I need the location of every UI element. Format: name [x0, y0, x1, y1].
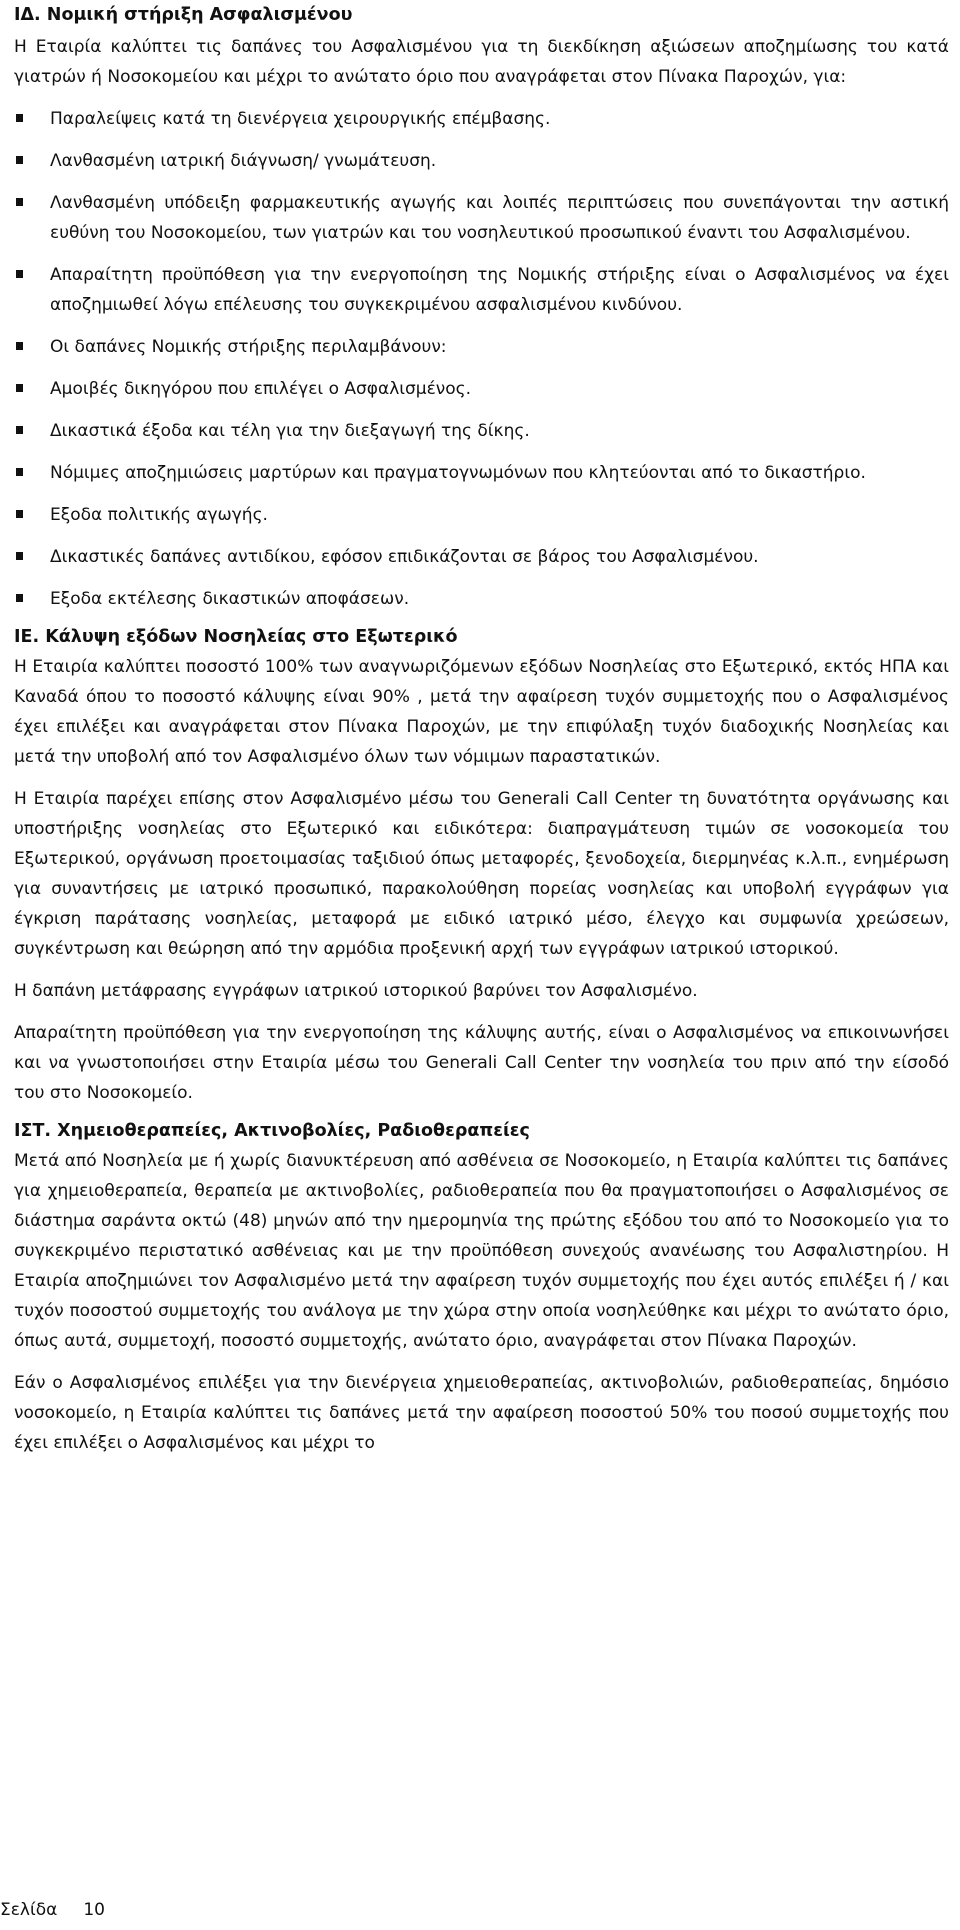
list-item: [14, 374, 949, 404]
section-heading: [14, 626, 949, 648]
list-item: [14, 500, 949, 530]
section-intro: Η Εταιρία καλύπτει τις δαπάνες του Ασφαλισμένου για τη διεκδίκηση αξιώσεων αποζημίωσης του κατά γιατρών ή Νοσοκομείου και μέχρι το ανώτατο όριο που αναγράφεται στον Πίνακα Παροχών, για:: [14, 37, 949, 87]
paragraph: Μετά από Νοσηλεία με ή χωρίς διανυκτέρευση από ασθένεια σε Νοσοκομείο, η Εταιρία καλύπτει τις δαπάνες για χημειοθεραπεία, θεραπεία με ακτινοβολίες, ραδιοθεραπεία που θα πραγματοποιήσει ο Ασφαλισμένος σε διάστημα σαράντα οκτώ (48) μηνών από την ημερομηνία της πρώτης εξόδου του από το Νοσοκομείο για το συγκεκριμένο περιστατικό ασθένειας και με την προϋπόθεση συνεχούς ανανέωσης του Ασφαλιστηρίου. Η Εταιρία αποζημιώνει τον Ασφαλισμένο μετά την αφαίρεση τυχόν συμμετοχής που έχει αυτός επιλέξει ή / και τυχόν ποσοστού συμμετοχής του ανάλογα με την χώρα στην οποία νοσηλεύθηκε και μέχρι το ανώτατο όριο, όπως αυτά, συμμετοχή, ποσοστό συμμετοχής, ανώτατο όριο, αναγράφεται στον Πίνακα Παροχών.: [14, 1151, 949, 1351]
section-abroad-hospitalization: [14, 626, 949, 1108]
bullet-icon: [16, 594, 23, 602]
list-item-text: Οι δαπάνες Νομικής στήριξης περιλαμβάνουν:: [50, 337, 447, 357]
section-number: ΙΣΤ.: [14, 1121, 52, 1141]
paragraph: Απαραίτητη προϋπόθεση για την ενεργοποίηση της κάλυψης αυτής, είναι ο Ασφαλισμένος να επικοινωνήσει και να γνωστοποιήσει στην Εταιρία μέσω του Generali Call Center την νοσηλεία του πριν από την είσοδό του στο Νοσοκομείο.: [14, 1023, 949, 1103]
section-title: Νομική στήριξη Ασφαλισμένου: [46, 5, 353, 25]
bullet-icon: [16, 270, 23, 278]
section-number: ΙΔ.: [14, 5, 41, 25]
list-item: [14, 458, 949, 488]
bullet-icon: [16, 198, 23, 206]
section-heading: [14, 4, 949, 26]
list-item-text: Απαραίτητη προϋπόθεση για την ενεργοποίηση της Νομικής στήριξης είναι ο Ασφαλισμένος να έχει αποζημιωθεί λόγω επέλευσης του συγκεκριμένου ασφαλισμένου κινδύνου.: [50, 265, 949, 315]
list-item-text: Δικαστικά έξοδα και τέλη για την διεξαγωγή της δίκης.: [50, 421, 530, 441]
section-legal-support: [14, 4, 949, 614]
list-item: [14, 416, 949, 446]
section-number: ΙΕ.: [14, 627, 40, 647]
list-item: [14, 188, 949, 248]
list-item-text: Παραλείψεις κατά τη διενέργεια χειρουργικής επέμβασης.: [50, 109, 551, 129]
section-chemotherapy: [14, 1120, 949, 1458]
bullet-icon: [16, 510, 23, 518]
paragraph: Η Εταιρία παρέχει επίσης στον Ασφαλισμένο μέσω του Generali Call Center τη δυνατότητα οργάνωσης και υποστήριξης νοσηλείας στο Εξωτερικό και ειδικότερα: διαπραγμάτευση τιμών σε νοσοκομεία του Εξωτερικού, οργάνωση προετοιμασίας ταξιδιού όπως μεταφορές, ξενοδοχεία, διερμηνέας κ.λ.π., ενημέρωση για συναντήσεις με ιατρικό προσωπικό, παρακολούθηση πορείας νοσηλείας και υποβολή εγγράφων για έγκριση παράτασης νοσηλείας, μεταφορά με ειδικό ιατρικό μέσο, έλεγχο και συμφωνία χρεώσεων, συγκέντρωση και θεώρηση από την αρμόδια προξενική αρχή των εγγράφων ιατρικού ιστορικού.: [14, 789, 949, 959]
bullet-icon: [16, 156, 23, 164]
bullet-icon: [16, 342, 23, 350]
paragraph: Η Εταιρία καλύπτει ποσοστό 100% των αναγνωριζόμενων εξόδων Νοσηλείας στο Εξωτερικό, εκτός ΗΠΑ και Καναδά όπου το ποσοστό κάλυψης είναι 90% , μετά την αφαίρεση τυχόν συμμετοχής που ο Ασφαλισμένος έχει επιλέξει και αναγράφεται στον Πίνακα Παροχών, με την επιφύλαξη τυχόν διαδοχικής Νοσηλείας και μετά την υποβολή από τον Ασφαλισμένο όλων των νόμιμων παραστατικών.: [14, 657, 949, 767]
bullet-icon: [16, 552, 23, 560]
paragraph: Η δαπάνη μετάφρασης εγγράφων ιατρικού ιστορικού βαρύνει τον Ασφαλισμένο.: [14, 981, 698, 1001]
list-item: [14, 542, 949, 572]
list-item-text: Εξοδα εκτέλεσης δικαστικών αποφάσεων.: [50, 589, 410, 609]
list-item: [14, 146, 949, 176]
bullet-icon: [16, 114, 23, 122]
list-item-text: Εξοδα πολιτικής αγωγής.: [50, 505, 268, 525]
list-item: [14, 104, 949, 134]
list-item: [14, 584, 949, 614]
bullet-icon: [16, 384, 23, 392]
bullet-icon: [16, 468, 23, 476]
list-item-text: Λανθασμένη υπόδειξη φαρμακευτικής αγωγής και λοιπές περιπτώσεις που συνεπάγονται την αστική ευθύνη του Νοσοκομείου, των γιατρών και του νοσηλευτικού προσωπικού έναντι του Ασφαλισμένου.: [50, 193, 949, 243]
list-item-text: Νόμιμες αποζημιώσεις μαρτύρων και πραγματογνωμόνων που κλητεύονται από το δικαστήριο.: [50, 463, 866, 483]
list-item: [14, 260, 949, 320]
section-title: Χημειοθεραπείες, Ακτινοβολίες, Ραδιοθεραπείες: [57, 1121, 530, 1141]
document-page: [14, 0, 949, 1458]
bullet-list: [14, 104, 949, 614]
section-title: Κάλυψη εξόδων Νοσηλείας στο Εξωτερικό: [45, 627, 458, 647]
list-item: [14, 332, 949, 362]
list-item-text: Δικαστικές δαπάνες αντιδίκου, εφόσον επιδικάζονται σε βάρος του Ασφαλισμένου.: [50, 547, 759, 567]
list-item-text: Λανθασμένη ιατρική διάγνωση/ γνωμάτευση.: [50, 151, 437, 171]
paragraph: Εάν ο Ασφαλισμένος επιλέξει για την διενέργεια χημειοθεραπείας, ακτινοβολιών, ραδιοθεραπείας, δημόσιο νοσοκομείο, η Εταιρία καλύπτει τις δαπάνες μετά την αφαίρεση ποσοστού 50% του ποσού συμμετοχής που έχει επιλέξει ο Ασφαλισμένος και μέχρι το: [14, 1373, 949, 1453]
page-label: Σελίδα: [0, 1900, 58, 1920]
section-heading: [14, 1120, 949, 1142]
list-item-text: Αμοιβές δικηγόρου που επιλέγει ο Ασφαλισμένος.: [50, 379, 472, 399]
page-number: 10: [83, 1900, 105, 1920]
page-footer: [0, 1898, 105, 1922]
bullet-icon: [16, 426, 23, 434]
